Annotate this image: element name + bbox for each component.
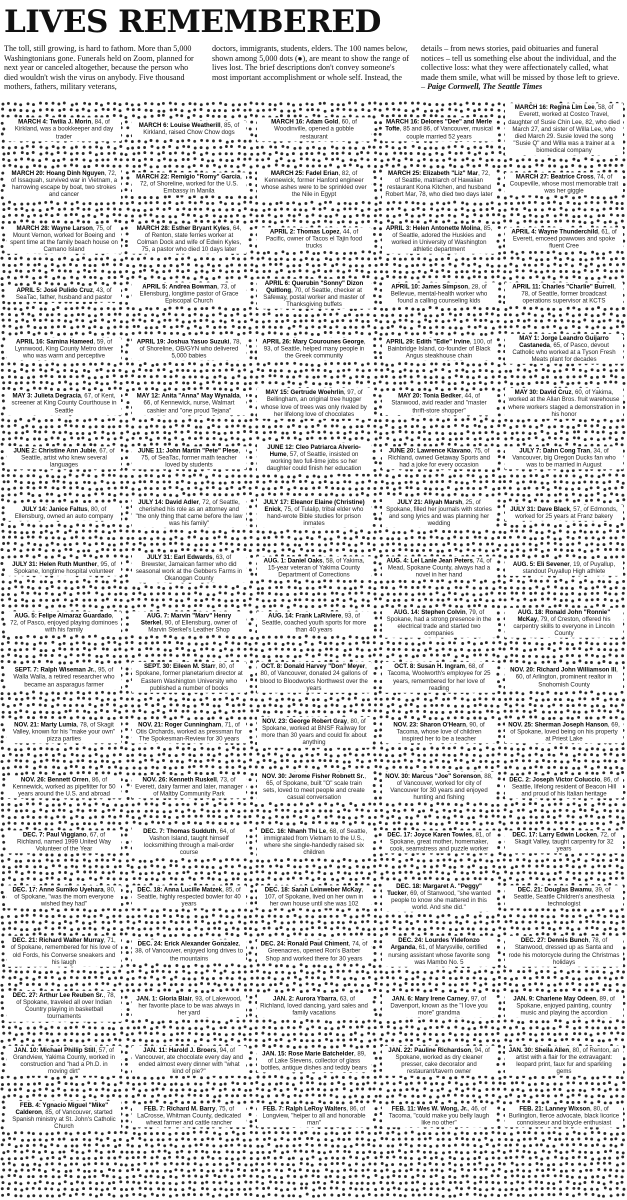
intro-column-3 xyxy=(421,44,623,92)
intro-column-2: doctors, immigrants, students, elders. The 100 names below, shown among 5,000 dots (●), are meant to show the range of lives lost. The brief descriptions don't convey someone's most important accomplishment or whole self. Instead, the xyxy=(212,44,410,82)
page-title: LIVES REMEMBERED xyxy=(4,4,381,40)
intro-column-1: The toll, still growing, is hard to fathom. More than 5,000 Washingtonians gone. Funerals held on Zoom, planned for next year or canceled altogether, because the person who died wouldn't wish the virus on anybody. Five thousand mothers, fathers, military veterans, xyxy=(4,44,194,92)
intro-column-3-text: details – from news stories, paid obituaries and funeral notices – tell us something else about the individual, and the collective loss: what they were affectionately called, what made them smile, what will be missed by those left to grieve. – xyxy=(421,44,620,92)
byline-credit: Paige Cornwell, The Seattle Times xyxy=(427,82,543,92)
